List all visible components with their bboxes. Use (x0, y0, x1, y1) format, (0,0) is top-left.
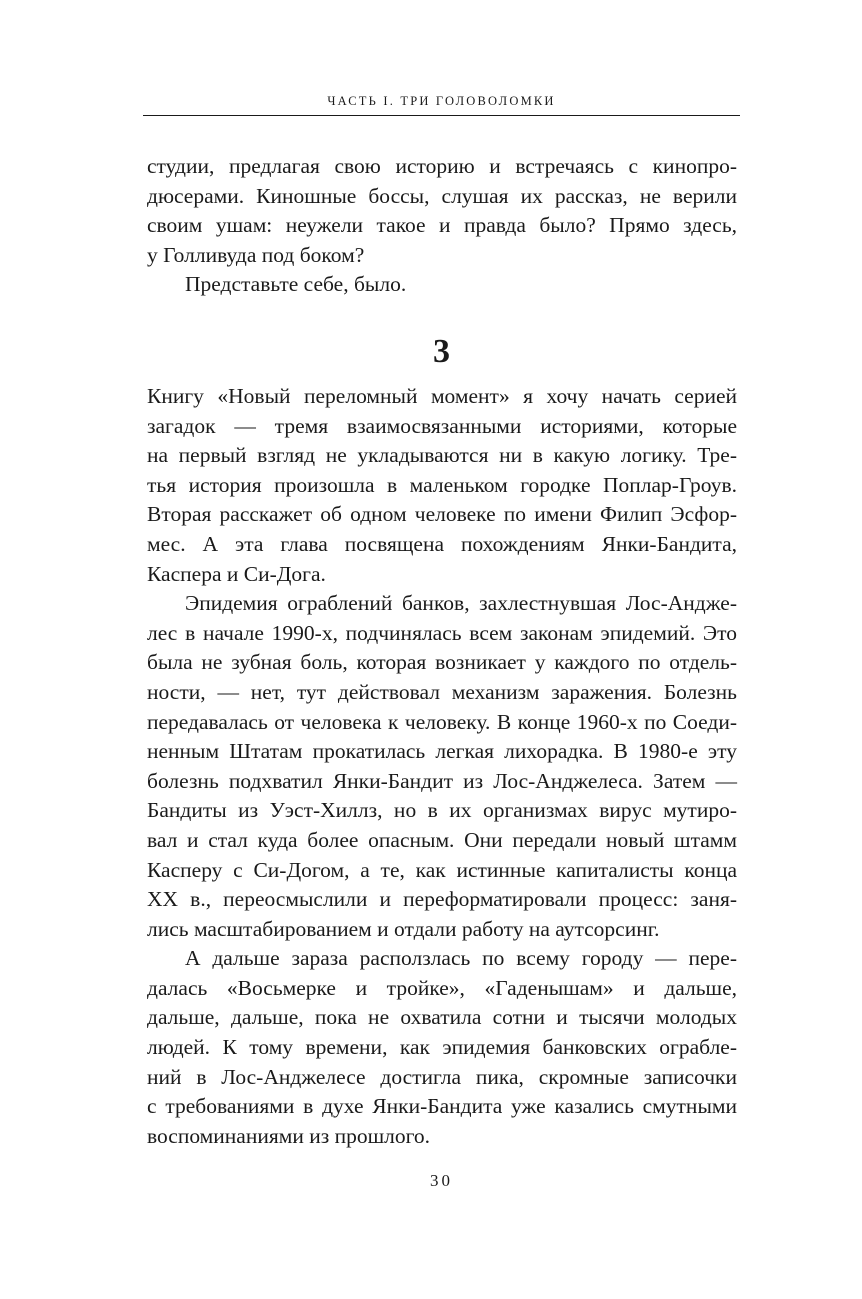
text-line: дюсерами. Киношные боссы, слушая их рассказ, не верили (147, 183, 737, 208)
text-line: студии, предлагая свою историю и встречаясь с кинопро- (147, 154, 737, 178)
text-line: загадок — тремя взаимосвязанными историями, которые (147, 413, 737, 438)
chapter-body (147, 382, 737, 1151)
text-line: ности, — нет, тут действовал механизм заражения. Болезнь (147, 679, 737, 704)
text-line: тья история произошла в маленьком городке Поплар-Гроув. (147, 472, 737, 497)
text-line: далась «Восьмерке и тройке», «Гаденышам» и дальше, (147, 975, 737, 1000)
intro-closing-paragraph (147, 270, 737, 300)
text-line: Каспера и Си-Дога. (147, 561, 326, 586)
text-line: Представьте себе, было. (185, 272, 407, 297)
text-line: дальше, дальше, пока не охватила сотни и тысячи молодых (147, 1005, 737, 1030)
paragraph-2 (147, 589, 737, 944)
running-head: ЧАСТЬ I. ТРИ ГОЛОВОЛОМКИ (327, 94, 556, 108)
intro-paragraph (147, 152, 737, 270)
text-line: на первый взгляд не укладываются ни в какую логику. Тре- (147, 443, 737, 468)
text-line: мес. А эта глава посвящена похождениям Янки-Бандита, (147, 531, 737, 556)
text-line: у Голливуда под боком? (147, 242, 365, 267)
intro-text (147, 152, 737, 300)
text-line: Бандиты из Уэст-Хиллз, но в их организмах вирус мутиро- (147, 798, 737, 823)
text-line: лись масштабированием и отдали работу на аутсорсинг. (147, 916, 660, 941)
text-line: была не зубная боль, которая возникает у каждого по отдель- (147, 650, 737, 675)
text-line: А дальше зараза расползлась по всему городу — пере- (185, 946, 737, 971)
text-line: Книгу «Новый переломный момент» я хочу начать серией (147, 384, 737, 408)
text-line: передавалась от человека к человеку. В конце 1960-х по Соеди- (147, 709, 737, 734)
text-line: Эпидемия ограблений банков, захлестнувшая Лос-Андже- (185, 591, 737, 616)
paragraph-1 (147, 382, 737, 589)
text-line: XX в., переосмыслили и переформатировали процесс: заня- (147, 887, 737, 912)
text-line: ний в Лос-Анджелесе достигла пика, скромные записочки (147, 1064, 737, 1089)
text-line: с требованиями в духе Янки-Бандита уже казались смутными (147, 1094, 737, 1119)
chapter-number: 3 (433, 333, 450, 370)
text-line: болезнь подхватил Янки-Бандит из Лос-Анджелеса. Затем — (147, 768, 737, 793)
paragraph-3 (147, 944, 737, 1151)
text-line: вал и стал куда более опасным. Они передали новый штамм (147, 827, 737, 852)
text-line: людей. К тому времени, как эпидемия банковских ограбле- (147, 1035, 737, 1060)
header-rule (143, 115, 740, 116)
text-line: своим ушам: неужели такое и правда было? Прямо здесь, (147, 213, 737, 238)
text-line: Касперу с Си-Догом, а те, как истинные капиталисты конца (147, 857, 737, 882)
text-line: лес в начале 1990-х, подчинялась всем законам эпидемий. Это (147, 620, 737, 645)
page-number: 30 (430, 1171, 453, 1190)
text-line: Вторая расскажет об одном человеке по имени Филип Эсфор- (147, 502, 737, 527)
text-line: ненным Штатам прокатилась легкая лихорадка. В 1980-е эту (147, 739, 737, 764)
text-line: воспоминаниями из прошлого. (147, 1123, 431, 1148)
